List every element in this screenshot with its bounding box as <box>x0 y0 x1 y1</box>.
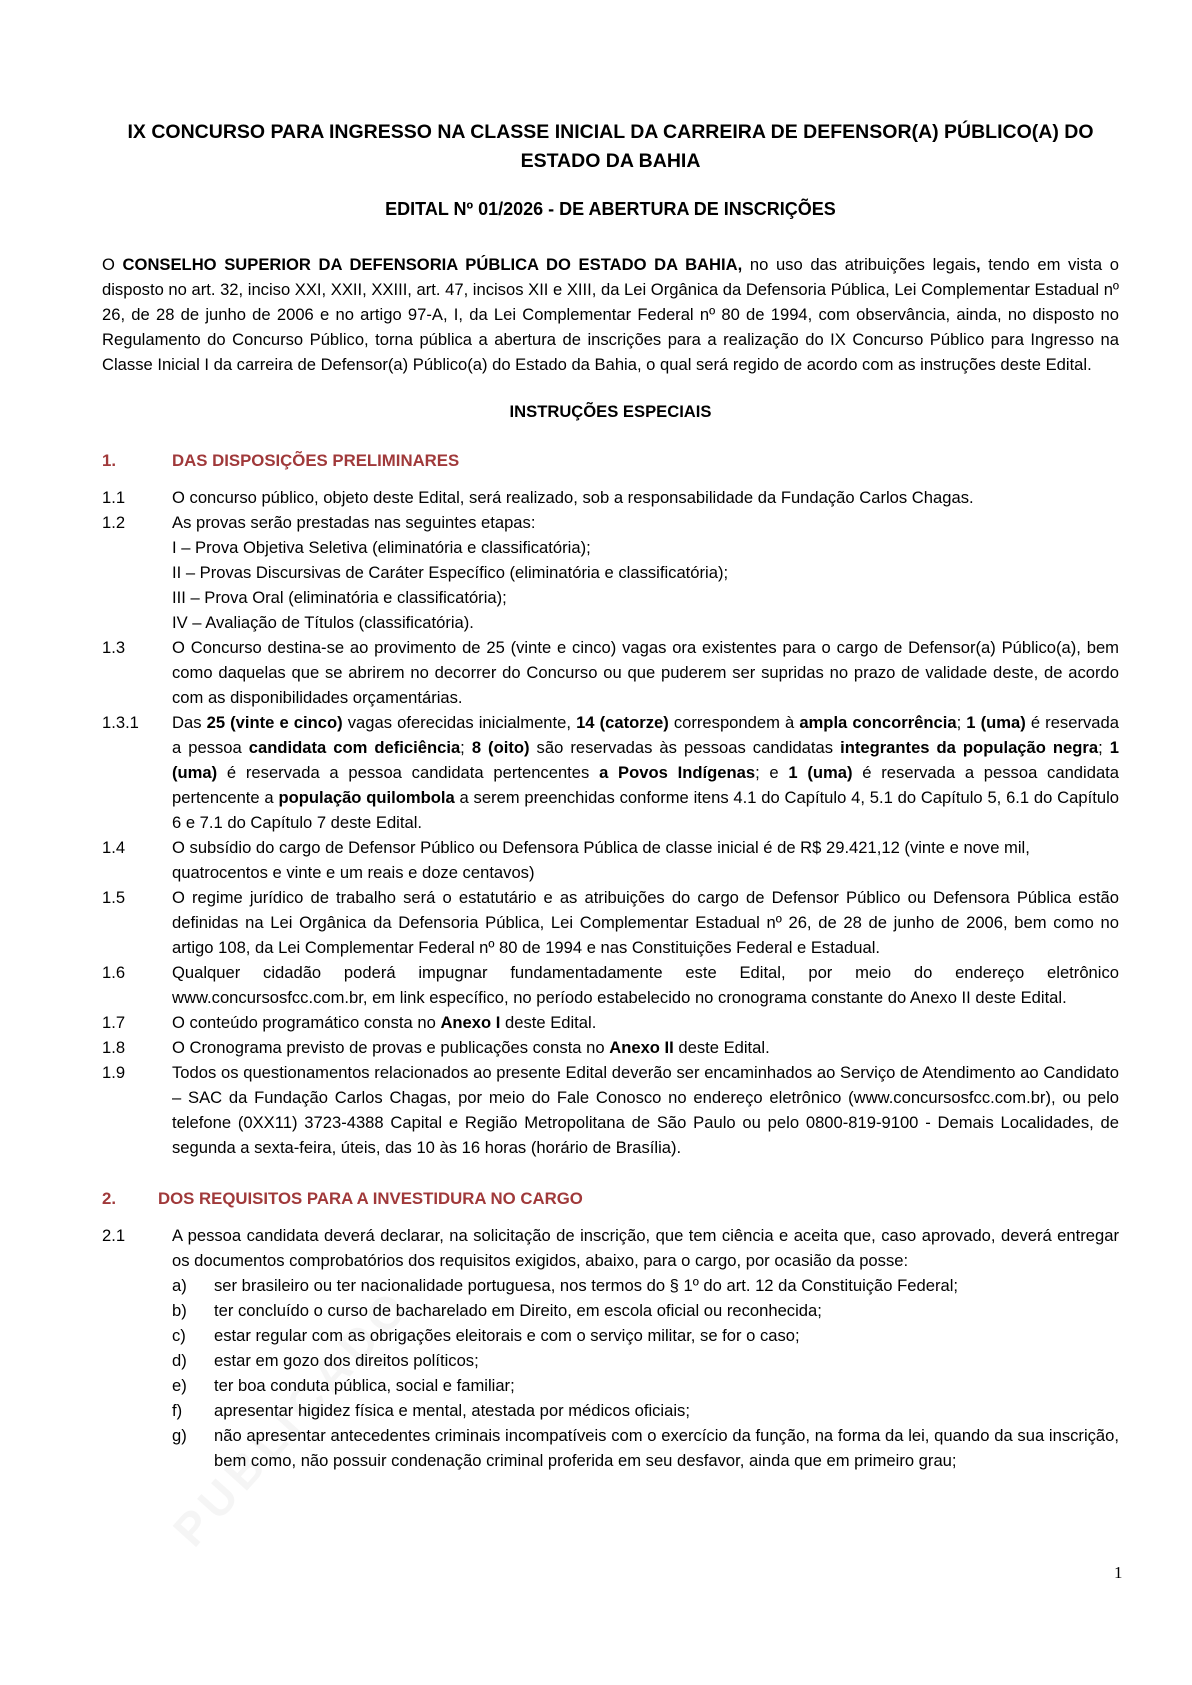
title-line-1: IX CONCURSO PARA INGRESSO NA CLASSE INICIAL DA CARREIRA DE DEFENSOR(A) PÚBLICO(A) DO <box>127 121 1094 143</box>
item-1-4 <box>102 835 1119 885</box>
item-text: O Concurso destina-se ao provimento de 25 (vinte e cinco) vagas ora existentes para o cargo de Defensor(a) Público(a), bem como daquelas que se abrirem no decorrer do Concurso ou que puderem ser supridas no prazo de validade deste, de acordo com as disponibilidades orçamentárias. <box>172 638 1119 707</box>
text-run: O Cronograma previsto de provas e publicações consta no <box>172 1038 610 1057</box>
text-run: vagas oferecidas inicialmente, <box>342 713 577 732</box>
etapa-2: II – Provas Discursivas de Caráter Específico (eliminatória e classificatória); <box>172 563 729 582</box>
text-run: Das <box>172 713 207 732</box>
item-text: A pessoa candidata deverá declarar, na solicitação de inscrição, que tem ciência e aceita que, caso aprovado, deverá entregar os documentos comprobatórios dos requisitos exigidos, abaixo, para o cargo, por ocasião da posse: <box>172 1226 1119 1270</box>
intro-text-2: tendo em vista o disposto no art. 32, inciso XXI, XXII, XXIII, art. 47, incisos XII e XIII, da Lei Orgânica da Defensoria Pública, Lei Complementar Estadual nº 26, de 28 de junho de 2006 e no artigo 97-A, I, da Lei Complementar Federal nº 80 de 1994, com observância, ainda, no disposto no Regulamento do Concurso Público, torna pública a abertura de inscrições para a realização do IX Concurso Público para Ingresso na Classe Inicial I da carreira de Defensor(a) Público(a) do Estado da Bahia, o qual será regido de acordo com as instruções deste Edital. <box>102 255 1119 374</box>
item-1-3-1 <box>102 710 1119 835</box>
vagas-ampla: 14 (catorze) <box>576 713 669 732</box>
requirement-letter: d) <box>172 1351 187 1370</box>
text-run: são reservadas às pessoas candidatas <box>529 738 841 757</box>
intro-text-o: O <box>102 255 123 274</box>
intro-comma: , <box>975 255 981 274</box>
item-text: O subsídio do cargo de Defensor Público ou Defensora Pública de classe inicial é de R$ 29.421,12 (vinte e nove mil, quatrocentos e vinte e um reais e doze centavos) <box>172 838 1030 882</box>
requirement-c <box>172 1323 1119 1348</box>
intro-text-1: no uso das atribuições legais <box>742 255 976 274</box>
text-run: ; e <box>755 763 789 782</box>
requirement-a <box>172 1273 1119 1298</box>
vagas-indigenas: 1 (uma) <box>172 738 1119 782</box>
page-title <box>102 118 1119 176</box>
text-run: é reservada a pessoa candidata pertencentes <box>217 763 600 782</box>
populacao-quilombola: população quilombola <box>278 788 455 807</box>
requirement-text: ter boa conduta pública, social e familiar; <box>214 1376 515 1395</box>
candidata-deficiencia: candidata com deficiência <box>248 738 461 757</box>
etapa-1: I – Prova Objetiva Seletiva (eliminatória e classificatória); <box>172 538 591 557</box>
item-1-1 <box>102 485 1119 510</box>
item-1-7 <box>102 1010 1119 1035</box>
section-number: 1. <box>102 451 116 470</box>
vagas-total: 25 (vinte e cinco) <box>206 713 343 732</box>
vagas-negros: 8 (oito) <box>471 738 530 757</box>
text-run: O conteúdo programático consta no <box>172 1013 441 1032</box>
requirement-letter: g) <box>172 1426 187 1445</box>
item-number: 1.3.1 <box>102 713 139 732</box>
item-text: As provas serão prestadas nas seguintes etapas: <box>172 513 536 532</box>
item-text: Qualquer cidadão poderá impugnar fundamentadamente este Edital, por meio do endereço eletrônico www.concursosfcc.com.br, em link específico, no período estabelecido no cronograma constante do Anexo II deste Edital. <box>172 963 1119 1007</box>
requirement-g <box>172 1423 1119 1473</box>
title-line-2: ESTADO DA BAHIA <box>520 150 701 172</box>
text-run: ; <box>1098 738 1110 757</box>
ampla-concorrencia: ampla concorrência <box>799 713 957 732</box>
text-run: é reservada a pessoa <box>172 713 1119 757</box>
item-number: 1.1 <box>102 488 126 507</box>
requirement-e <box>172 1373 1119 1398</box>
text-run: é reservada a pessoa candidata pertencente a <box>172 763 1120 807</box>
item-number: 1.4 <box>102 838 126 857</box>
section-title: DAS DISPOSIÇÕES PRELIMINARES <box>172 451 460 470</box>
text-run: ; <box>460 738 472 757</box>
requirement-letter: c) <box>172 1326 186 1345</box>
text-run: a serem preenchidas conforme itens 4.1 do Capítulo 4, 5.1 do Capítulo 5, 6.1 do Capítulo 6 e 7.1 do Capítulo 7 deste Edital. <box>172 788 1119 832</box>
text-run: deste Edital. <box>500 1013 597 1032</box>
item-number: 1.5 <box>102 888 126 907</box>
text-run: deste Edital. <box>673 1038 770 1057</box>
edital-subtitle: EDITAL Nº 01/2026 - DE ABERTURA DE INSCRIÇÕES <box>385 199 836 219</box>
requirement-letter: b) <box>172 1301 187 1320</box>
requirement-text: ter concluído o curso de bacharelado em Direito, em escola oficial ou reconhecida; <box>214 1301 822 1320</box>
item-number: 2.1 <box>102 1226 126 1245</box>
council-name: CONSELHO SUPERIOR DA DEFENSORIA PÚBLICA DO ESTADO DA BAHIA, <box>122 255 743 274</box>
section-number: 2. <box>102 1189 116 1208</box>
anexo-i-ref: Anexo I <box>440 1013 501 1032</box>
item-text: O concurso público, objeto deste Edital, será realizado, sob a responsabilidade da Fundação Carlos Chagas. <box>172 488 974 507</box>
item-1-5 <box>102 885 1119 960</box>
item-text <box>172 710 1119 835</box>
section-2-heading <box>102 1186 1119 1211</box>
requirement-f <box>172 1398 1119 1423</box>
requirement-text: estar regular com as obrigações eleitorais e com o serviço militar, se for o caso; <box>214 1326 800 1345</box>
text-run: ; <box>956 713 967 732</box>
item-1-3 <box>102 635 1119 710</box>
item-1-9 <box>102 1060 1119 1160</box>
requirement-text: não apresentar antecedentes criminais incompatíveis com o exercício da função, na forma da lei, quando da sua inscrição, bem como, não possuir condenação criminal proferida em seu desfavor, ainda que em primeiro grau; <box>214 1426 1119 1470</box>
requirement-letter: a) <box>172 1276 187 1295</box>
requirement-d <box>172 1348 1119 1373</box>
item-number: 1.6 <box>102 963 126 982</box>
vagas-quilombolas: 1 (uma) <box>788 763 853 782</box>
etapa-4: IV – Avaliação de Títulos (classificatória). <box>172 613 474 632</box>
item-2-1 <box>102 1223 1119 1273</box>
text-run: correspondem à <box>668 713 800 732</box>
requirement-text: ser brasileiro ou ter nacionalidade portuguesa, nos termos do § 1º do art. 12 da Constituição Federal; <box>214 1276 958 1295</box>
item-1-6 <box>102 960 1119 1010</box>
item-number: 1.3 <box>102 638 126 657</box>
section-1-heading <box>102 448 1119 473</box>
etapa-3: III – Prova Oral (eliminatória e classificatória); <box>172 588 507 607</box>
special-instructions-heading: INSTRUÇÕES ESPECIAIS <box>509 402 712 421</box>
item-1-8 <box>102 1035 1119 1060</box>
requirement-letter: e) <box>172 1376 187 1395</box>
section-title: DOS REQUISITOS PARA A INVESTIDURA NO CARGO <box>158 1189 583 1208</box>
item-text <box>172 1010 1119 1035</box>
item-number: 1.8 <box>102 1038 126 1057</box>
requirement-text: estar em gozo dos direitos políticos; <box>214 1351 479 1370</box>
anexo-ii-ref: Anexo II <box>609 1038 674 1057</box>
vagas-pcd: 1 (uma) <box>966 713 1026 732</box>
povos-indigenas: a Povos Indígenas <box>599 763 756 782</box>
intro-paragraph <box>102 252 1119 377</box>
item-text: Todos os questionamentos relacionados ao presente Edital deverão ser encaminhados ao Serviço de Atendimento ao Candidato – SAC da Fundação Carlos Chagas, por meio do Fale Conosco no endereço eletrônico (www.concursosfcc.com.br), ou pelo telefone (0XX11) 3723-4388 Capital e Região Metropolitana de São Paulo ou pelo 0800-819-9100 - Demais Localidades, de segunda a sexta-feira, úteis, das 10 às 16 horas (horário de Brasília). <box>172 1063 1119 1157</box>
item-text: O regime jurídico de trabalho será o estatutário e as atribuições do cargo de Defensor Público ou Defensora Pública estão definidas na Lei Orgânica da Defensoria Pública, Lei Complementar Estadual nº 26, de 28 de junho de 2006, bem como no artigo 108, da Lei Complementar Federal nº 80 de 1994 e nas Constituições Federal e Estadual. <box>172 888 1119 957</box>
item-1-2 <box>102 510 1119 535</box>
item-number: 1.9 <box>102 1063 126 1082</box>
requirement-text: apresentar higidez física e mental, atestada por médicos oficiais; <box>214 1401 690 1420</box>
page-number: 1 <box>1114 1563 1123 1582</box>
item-number: 1.7 <box>102 1013 126 1032</box>
item-text <box>172 1035 1119 1060</box>
document-body <box>102 118 1119 1473</box>
requirement-letter: f) <box>172 1401 183 1420</box>
item-number: 1.2 <box>102 513 126 532</box>
requirement-b <box>172 1298 1119 1323</box>
populacao-negra: integrantes da população negra <box>840 738 1099 757</box>
